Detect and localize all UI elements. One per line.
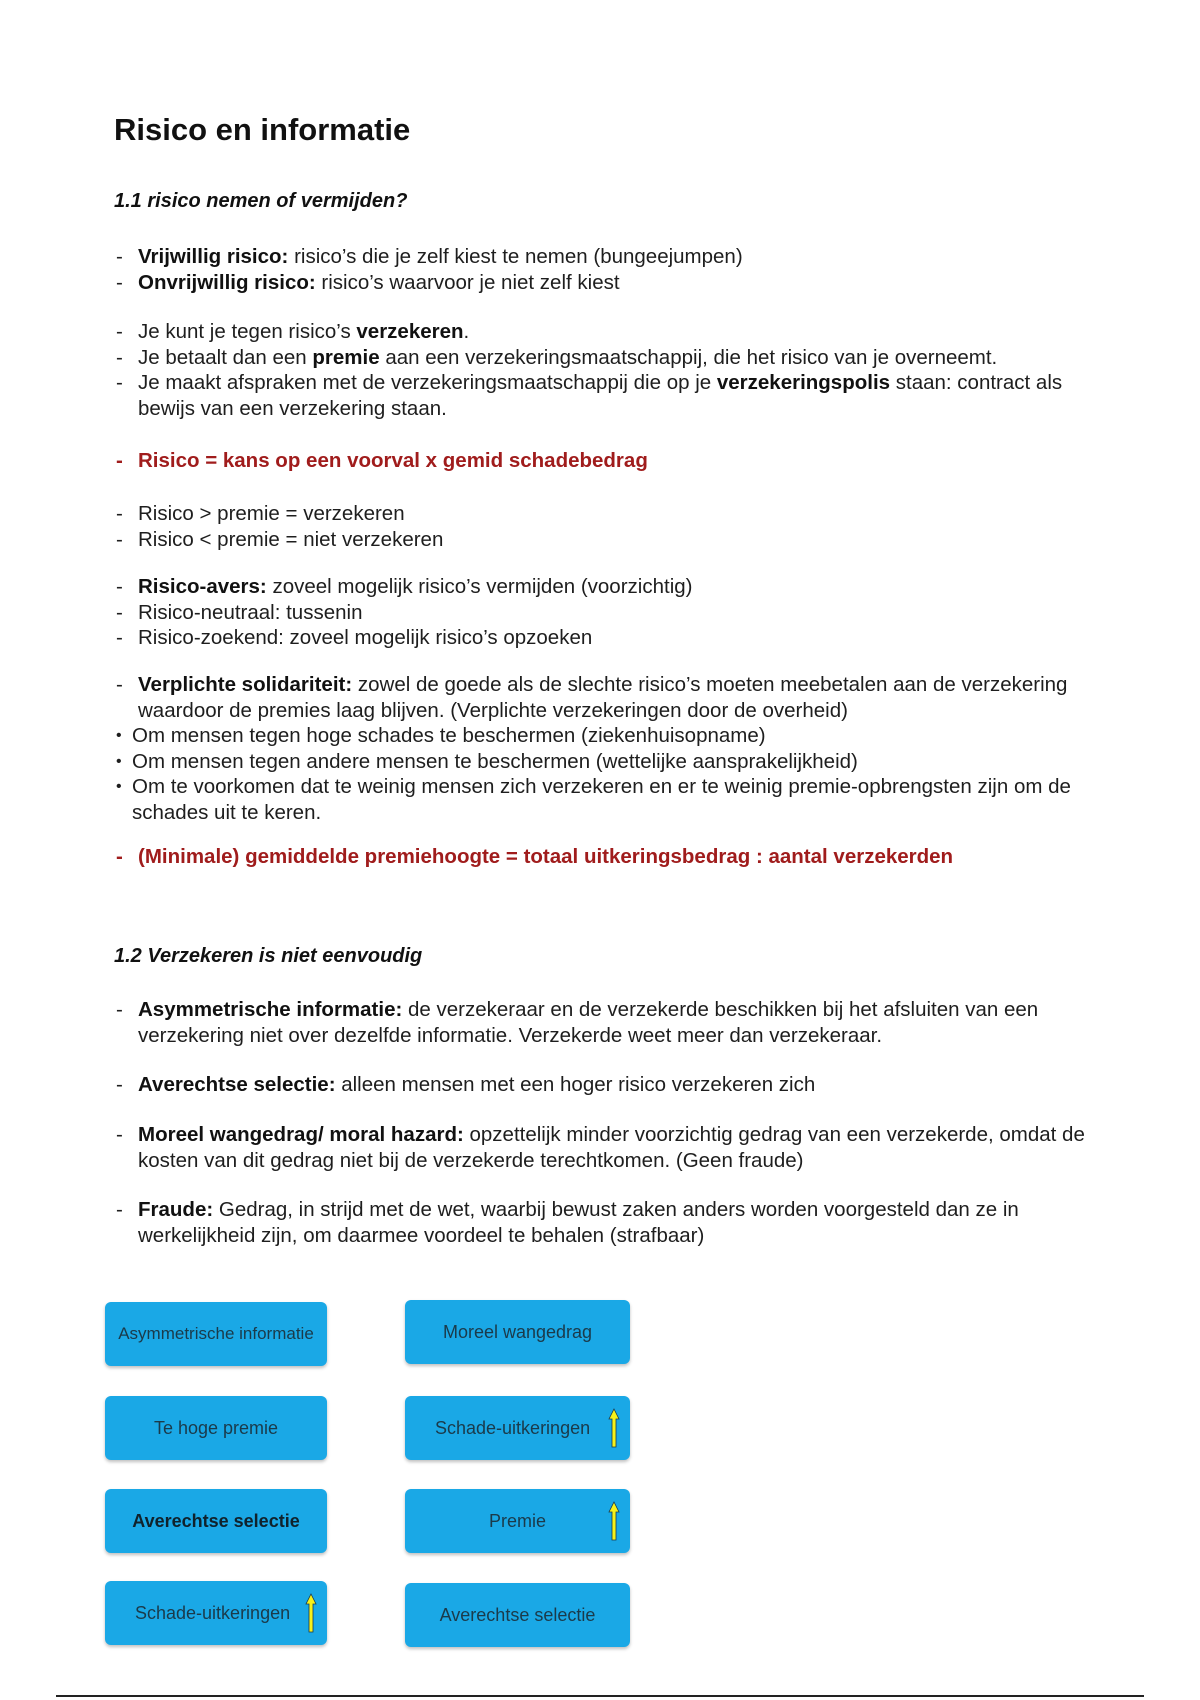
list-item: - Onvrijwillig risico: risico’s waarvoor je niet zelf kiest bbox=[114, 270, 1094, 296]
box-averechtse-selectie-left: Averechtse selectie bbox=[105, 1489, 327, 1553]
section-heading-2: 1.2 Verzekeren is niet eenvoudig bbox=[114, 945, 423, 967]
list-item: - Risico < premie = niet verzekeren bbox=[114, 527, 1094, 553]
info-problems-list bbox=[114, 1072, 1094, 1098]
formula-line: - Risico = kans op een voorval x gemid schadebedrag bbox=[114, 448, 1094, 474]
box-schade-uitkeringen-left: Schade-uitkeringen bbox=[105, 1581, 327, 1645]
solidarity-list bbox=[114, 672, 1094, 825]
list-item: - Vrijwillig risico: risico’s die je zelf kiest te nemen (bungeejumpen) bbox=[114, 244, 1094, 270]
info-problems-list bbox=[114, 1197, 1094, 1248]
info-problems-list bbox=[114, 997, 1094, 1048]
bullet-item: • Om mensen tegen hoge schades te beschermen (ziekenhuisopname) bbox=[114, 723, 1094, 749]
box-asymmetrische-informatie: Asymmetrische informatie bbox=[105, 1302, 327, 1366]
list-item: - Fraude: Gedrag, in strijd met de wet, waarbij bewust zaken anders worden voorgesteld dan ze in werkelijkheid zijn, om daarmee voordeel te behalen (strafbaar) bbox=[114, 1197, 1098, 1248]
up-arrow-icon bbox=[608, 1408, 620, 1448]
list-item: - Je maakt afspraken met de verzekeringsmaatschappij die op je verzekeringspolis staan: contract als bewijs van een verzekering staan. bbox=[114, 370, 1078, 421]
box-te-hoge-premie: Te hoge premie bbox=[105, 1396, 327, 1460]
list-item: - Averechtse selectie: alleen mensen met een hoger risico verzekeren zich bbox=[114, 1072, 1094, 1098]
premium-formula bbox=[114, 844, 1094, 870]
box-moreel-wangedrag: Moreel wangedrag bbox=[405, 1300, 630, 1364]
list-item: - Asymmetrische informatie: de verzekeraar en de verzekerde beschikken bij het afsluiten van een verzekering niet over dezelfde informatie. Verzekerde weet meer dan verzekeraar. bbox=[114, 997, 1088, 1048]
list-item: - Verplichte solidariteit: zowel de goede als de slechte risico’s moeten meebetalen aan de verzekering waardoor de premies laag blijven. (Verplichte verzekeringen door de overheid) bbox=[114, 672, 1068, 723]
up-arrow-icon bbox=[608, 1501, 620, 1541]
list-item: - Risico-avers: zoveel mogelijk risico’s vermijden (voorzichtig) bbox=[114, 574, 1094, 600]
up-arrow-icon bbox=[305, 1593, 317, 1633]
insurance-basics-list bbox=[114, 319, 1094, 421]
risk-types-list bbox=[114, 244, 1094, 295]
formula-line: - (Minimale) gemiddelde premiehoogte = totaal uitkeringsbedrag : aantal verzekerden bbox=[114, 844, 1094, 870]
list-item: - Moreel wangedrag/ moral hazard: opzettelijk minder voorzichtig gedrag van een verzekerde, omdat de kosten van dit gedrag niet bij de verzekerde terechtkomen. (Geen fraude) bbox=[114, 1122, 1098, 1173]
list-item: - Risico > premie = verzekeren bbox=[114, 501, 1094, 527]
section-heading-1: 1.1 risico nemen of vermijden? bbox=[114, 190, 408, 212]
list-item: - Risico-neutraal: tussenin bbox=[114, 600, 1094, 626]
box-premie: Premie bbox=[405, 1489, 630, 1553]
risk-vs-premium-list bbox=[114, 501, 1094, 552]
box-averechtse-selectie-right: Averechtse selectie bbox=[405, 1583, 630, 1647]
page-title: Risico en informatie bbox=[114, 112, 411, 147]
bullet-item: • Om mensen tegen andere mensen te beschermen (wettelijke aansprakelijkheid) bbox=[114, 749, 1094, 775]
bullet-item: • Om te voorkomen dat te weinig mensen zich verzekeren en er te weinig premie-opbrengsten zijn om de schades uit te keren. bbox=[114, 774, 1092, 825]
bottom-divider bbox=[56, 1695, 1144, 1697]
list-item: - Je betaalt dan een premie aan een verzekeringsmaatschappij, die het risico van je overneemt. bbox=[114, 345, 1094, 371]
list-item: - Je kunt je tegen risico’s verzekeren. bbox=[114, 319, 1094, 345]
box-schade-uitkeringen-right: Schade-uitkeringen bbox=[405, 1396, 630, 1460]
list-item: - Risico-zoekend: zoveel mogelijk risico’s opzoeken bbox=[114, 625, 1094, 651]
risk-formula bbox=[114, 448, 1094, 474]
info-problems-list bbox=[114, 1122, 1094, 1173]
risk-attitude-list bbox=[114, 574, 1094, 651]
